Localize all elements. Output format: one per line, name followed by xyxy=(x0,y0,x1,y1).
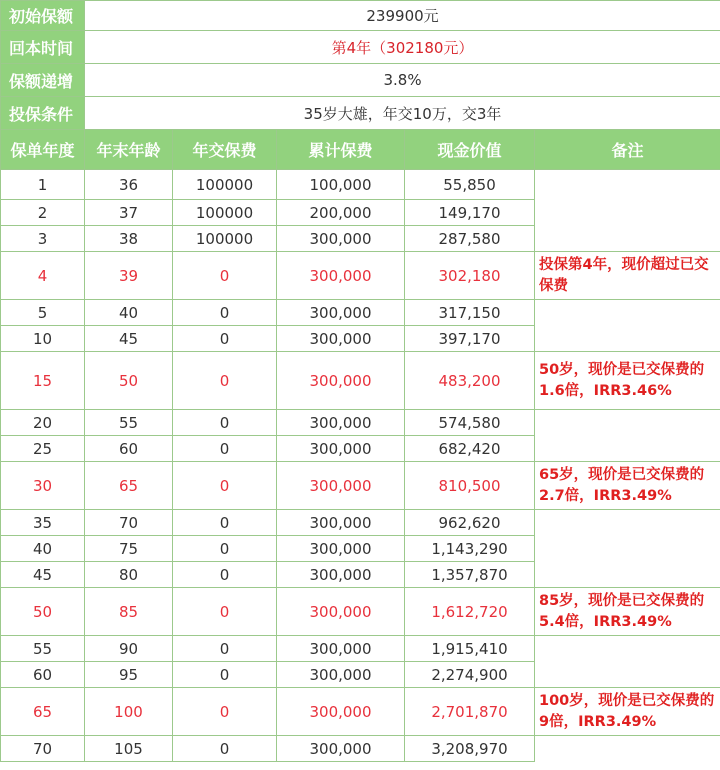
cell-premium: 0 xyxy=(173,510,277,536)
summary-sum-growth xyxy=(1,64,720,97)
cell-cash: 574,580 xyxy=(405,410,535,436)
table-row-highlight xyxy=(1,252,720,300)
cell-age: 45 xyxy=(85,326,173,352)
cell-cumulative: 300,000 xyxy=(277,226,405,252)
cell-cumulative: 300,000 xyxy=(277,462,405,510)
cell-age: 39 xyxy=(85,252,173,300)
cell-premium: 0 xyxy=(173,462,277,510)
cell-cash: 962,620 xyxy=(405,510,535,536)
cell-cumulative: 300,000 xyxy=(277,736,405,762)
cell-premium: 0 xyxy=(173,252,277,300)
cell-year: 40 xyxy=(1,536,85,562)
cell-year: 70 xyxy=(1,736,85,762)
column-header: 累计保费 xyxy=(277,130,405,170)
cell-cash: 55,850 xyxy=(405,170,535,200)
cell-cumulative: 300,000 xyxy=(277,688,405,736)
table-row xyxy=(1,170,720,200)
cell-premium: 0 xyxy=(173,536,277,562)
cell-age: 50 xyxy=(85,352,173,410)
cell-age: 90 xyxy=(85,636,173,662)
summary-value: 第4年（302180元） xyxy=(85,31,720,64)
summary-value: 35岁大雄，年交10万，交3年 xyxy=(85,97,720,130)
cell-cash: 483,200 xyxy=(405,352,535,410)
note-cell xyxy=(535,736,720,762)
cell-year: 50 xyxy=(1,588,85,636)
column-header: 年交保费 xyxy=(173,130,277,170)
cell-cash: 302,180 xyxy=(405,252,535,300)
cell-age: 40 xyxy=(85,300,173,326)
cell-year: 5 xyxy=(1,300,85,326)
table-row xyxy=(1,736,720,762)
cell-cash: 1,915,410 xyxy=(405,636,535,662)
note-cell xyxy=(535,300,720,352)
cell-premium: 0 xyxy=(173,352,277,410)
cell-year: 3 xyxy=(1,226,85,252)
cell-age: 70 xyxy=(85,510,173,536)
cell-age: 37 xyxy=(85,200,173,226)
cell-cumulative: 300,000 xyxy=(277,562,405,588)
cell-year: 55 xyxy=(1,636,85,662)
cell-premium: 100000 xyxy=(173,170,277,200)
cell-age: 65 xyxy=(85,462,173,510)
cell-cumulative: 300,000 xyxy=(277,436,405,462)
cell-cash: 287,580 xyxy=(405,226,535,252)
cell-cash: 682,420 xyxy=(405,436,535,462)
note-cell xyxy=(535,510,720,588)
cell-premium: 0 xyxy=(173,410,277,436)
table-row-highlight xyxy=(1,352,720,410)
cell-age: 75 xyxy=(85,536,173,562)
summary-label: 回本时间 xyxy=(1,31,85,64)
summary-value: 239900元 xyxy=(85,1,720,31)
cell-year: 30 xyxy=(1,462,85,510)
cell-cash: 3,208,970 xyxy=(405,736,535,762)
cell-cumulative: 300,000 xyxy=(277,326,405,352)
note-year-65: 100岁，现价是已交保费的9倍，IRR3.49% xyxy=(535,688,720,736)
cell-age: 95 xyxy=(85,662,173,688)
cell-premium: 0 xyxy=(173,436,277,462)
cell-cumulative: 300,000 xyxy=(277,352,405,410)
cell-cumulative: 300,000 xyxy=(277,300,405,326)
table-row xyxy=(1,410,720,436)
cell-cash: 1,143,290 xyxy=(405,536,535,562)
table-row-highlight xyxy=(1,688,720,736)
summary-value: 3.8% xyxy=(85,64,720,97)
table-row xyxy=(1,300,720,326)
cell-premium: 0 xyxy=(173,736,277,762)
note-year-15: 50岁，现价是已交保费的1.6倍，IRR3.46% xyxy=(535,352,720,410)
cell-cash: 2,701,870 xyxy=(405,688,535,736)
summary-initial-sum xyxy=(1,1,720,31)
cell-cumulative: 200,000 xyxy=(277,200,405,226)
cell-cash: 317,150 xyxy=(405,300,535,326)
cell-cumulative: 300,000 xyxy=(277,252,405,300)
cell-age: 105 xyxy=(85,736,173,762)
note-year-50: 85岁，现价是已交保费的5.4倍，IRR3.49% xyxy=(535,588,720,636)
cell-premium: 0 xyxy=(173,300,277,326)
summary-label: 保额递增 xyxy=(1,64,85,97)
column-header: 备注 xyxy=(535,130,720,170)
cell-age: 80 xyxy=(85,562,173,588)
cell-year: 25 xyxy=(1,436,85,462)
cell-year: 4 xyxy=(1,252,85,300)
column-header: 年末年龄 xyxy=(85,130,173,170)
cell-premium: 100000 xyxy=(173,200,277,226)
cell-premium: 0 xyxy=(173,326,277,352)
cell-year: 10 xyxy=(1,326,85,352)
cell-cash: 1,357,870 xyxy=(405,562,535,588)
cell-cumulative: 300,000 xyxy=(277,636,405,662)
summary-label: 初始保额 xyxy=(1,1,85,31)
note-cell xyxy=(535,410,720,462)
column-header-row xyxy=(1,130,720,170)
cell-cash: 149,170 xyxy=(405,200,535,226)
cell-cumulative: 300,000 xyxy=(277,662,405,688)
cell-year: 1 xyxy=(1,170,85,200)
cell-age: 100 xyxy=(85,688,173,736)
cell-year: 35 xyxy=(1,510,85,536)
cell-year: 45 xyxy=(1,562,85,588)
cell-premium: 0 xyxy=(173,662,277,688)
cell-cumulative: 300,000 xyxy=(277,588,405,636)
cell-age: 38 xyxy=(85,226,173,252)
cell-cumulative: 300,000 xyxy=(277,510,405,536)
cell-cumulative: 300,000 xyxy=(277,410,405,436)
summary-payback-time xyxy=(1,31,720,64)
summary-label: 投保条件 xyxy=(1,97,85,130)
table-row-highlight xyxy=(1,462,720,510)
table-row xyxy=(1,636,720,662)
cell-premium: 0 xyxy=(173,688,277,736)
cell-cash: 2,274,900 xyxy=(405,662,535,688)
cell-year: 65 xyxy=(1,688,85,736)
table-row xyxy=(1,510,720,536)
cell-year: 15 xyxy=(1,352,85,410)
cell-premium: 0 xyxy=(173,636,277,662)
table-row-highlight xyxy=(1,588,720,636)
note-year-30: 65岁，现价是已交保费的2.7倍，IRR3.49% xyxy=(535,462,720,510)
cell-cumulative: 300,000 xyxy=(277,536,405,562)
cell-age: 60 xyxy=(85,436,173,462)
cell-year: 2 xyxy=(1,200,85,226)
cell-cash: 1,612,720 xyxy=(405,588,535,636)
summary-conditions xyxy=(1,97,720,130)
note-cell xyxy=(535,636,720,688)
cell-premium: 0 xyxy=(173,562,277,588)
cell-cash: 810,500 xyxy=(405,462,535,510)
cell-cumulative: 100,000 xyxy=(277,170,405,200)
cell-year: 20 xyxy=(1,410,85,436)
cell-cash: 397,170 xyxy=(405,326,535,352)
note-cell xyxy=(535,170,720,252)
cell-premium: 0 xyxy=(173,588,277,636)
cell-year: 60 xyxy=(1,662,85,688)
cell-premium: 100000 xyxy=(173,226,277,252)
column-header: 保单年度 xyxy=(1,130,85,170)
column-header: 现金价值 xyxy=(405,130,535,170)
note-year-4: 投保第4年，现价超过已交保费 xyxy=(535,252,720,300)
cell-age: 55 xyxy=(85,410,173,436)
cell-age: 36 xyxy=(85,170,173,200)
cell-age: 85 xyxy=(85,588,173,636)
